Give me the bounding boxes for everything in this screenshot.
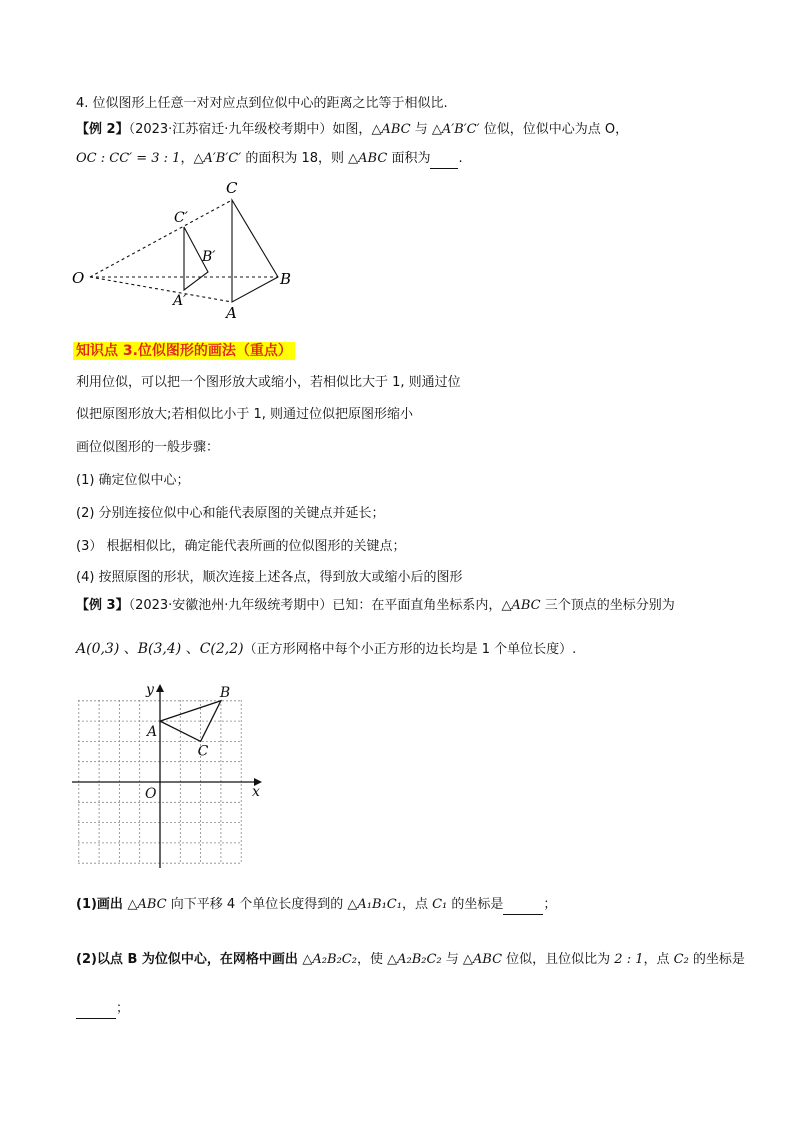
example-3-line-2 bbox=[76, 640, 576, 659]
similarity-ratio: 2 : 1 bbox=[614, 952, 644, 967]
question-2-answer-line bbox=[76, 1000, 129, 1019]
question-2-text-4: ，点 bbox=[643, 952, 674, 967]
triangle-a1b1c1: △A′B′C′ bbox=[193, 151, 242, 166]
answer-blank-c2[interactable] bbox=[76, 1000, 116, 1019]
question-2-text: ，使 bbox=[356, 952, 388, 967]
example-2-source: （2023·江苏宿迁·九年级校考期中）如图， bbox=[128, 122, 372, 137]
label-B: B bbox=[219, 684, 231, 701]
question-2 bbox=[76, 951, 745, 969]
triangle-abc: △ABC bbox=[127, 897, 167, 912]
label-A: A bbox=[147, 724, 158, 741]
point-c1: C₁ bbox=[432, 897, 448, 912]
example-3-tail: 三个顶点的坐标分别为 bbox=[540, 598, 675, 613]
question-2-text-3: 位似，且位似比为 bbox=[502, 952, 615, 967]
text-connector: ， bbox=[180, 151, 194, 166]
question-2-tail: 的坐标是 bbox=[688, 952, 745, 967]
label-A-prime: A′ bbox=[173, 293, 187, 309]
question-1-tail: 的坐标是 bbox=[447, 897, 504, 912]
label-C-prime: C′ bbox=[174, 210, 188, 226]
label-B: B bbox=[280, 270, 292, 288]
point-c: C(2,2) bbox=[199, 641, 244, 657]
label-B-prime: B′ bbox=[202, 249, 216, 265]
example-2-question-text: 面积为 bbox=[387, 151, 431, 166]
question-2-text-2: 与 bbox=[441, 952, 463, 967]
example-2-line-2 bbox=[76, 150, 463, 169]
example-3-line-1 bbox=[76, 597, 675, 615]
highlighted-heading: 知识点 3.位似图形的画法（重点） bbox=[73, 342, 295, 360]
label-A: A bbox=[226, 304, 237, 322]
separator: 、 bbox=[181, 641, 200, 657]
triangle-a1b1c1: △A′B′C′ bbox=[431, 122, 480, 137]
example-2-area-text: 的面积为 18，则 bbox=[241, 151, 349, 166]
period: . bbox=[458, 151, 463, 166]
property-line-4: 4. 位似图形上任意一对对应点到位似中心的距离之比等于相似比. bbox=[76, 96, 448, 111]
question-1-text-2: ，点 bbox=[401, 897, 433, 912]
text-connector: 与 bbox=[410, 122, 432, 137]
ratio-expression: OC : CC′ = 3 : 1 bbox=[76, 151, 181, 166]
example-3-tag: 【例 3】 bbox=[76, 598, 129, 613]
origin-label: O bbox=[145, 786, 157, 802]
separator: 、 bbox=[119, 641, 138, 657]
answer-blank[interactable] bbox=[430, 150, 458, 169]
y-axis-arrow bbox=[156, 684, 164, 692]
step-3: (3） 根据相似比，确定能代表所画的位似图形的关键点； bbox=[76, 539, 406, 554]
point-c2: C₂ bbox=[673, 952, 689, 967]
example-2-tag: 【例 2】 bbox=[76, 122, 129, 137]
y-axis-label: y bbox=[146, 682, 154, 698]
example-2-center-text: 位似，位似中心为点 O， bbox=[479, 122, 629, 137]
step-1: (1) 确定位似中心； bbox=[76, 473, 190, 488]
triangle-a1b1c1: △A₁B₁C₁ bbox=[347, 897, 402, 912]
point-a: A(0,3) bbox=[76, 641, 120, 657]
question-1 bbox=[76, 896, 556, 915]
step-2: (2) 分别连接位似中心和能代表原图的关键点并延长； bbox=[76, 506, 385, 521]
x-axis-label: x bbox=[252, 784, 260, 800]
coordinate-grid-figure bbox=[60, 680, 275, 880]
triangle-abc: △ABC bbox=[462, 952, 503, 967]
semicolon: ； bbox=[116, 1001, 130, 1016]
example-2-line-1 bbox=[76, 121, 628, 139]
label-O: O bbox=[72, 269, 85, 287]
triangle-a2b2c2: △A₂B₂C₂ bbox=[302, 952, 357, 967]
grid-note: （正方形网格中每个小正方形的边长均是 1 个单位长度）. bbox=[243, 642, 577, 657]
example-3-source: （2023·安徽池州·九年级统考期中）已知：在平面直角坐标系内， bbox=[128, 598, 502, 613]
steps-intro: 画位似图形的一般步骤： bbox=[76, 440, 220, 455]
paragraph-line-1: 利用位似，可以把一个图形放大或缩小，若相似比大于 1, 则通过位 bbox=[76, 375, 461, 390]
point-b: B(3,4) bbox=[137, 641, 182, 657]
homothety-figure bbox=[60, 175, 310, 325]
paragraph-line-2: 似把原图形放大;若相似比小于 1, 则通过位似把原图形缩小 bbox=[76, 407, 414, 422]
triangle-a2b2c2: △A₂B₂C₂ bbox=[387, 952, 442, 967]
step-4: (4) 按照原图的形状，顺次连接上述各点，得到放大或缩小后的图形 bbox=[76, 570, 463, 585]
triangle-abc: △ABC bbox=[371, 122, 411, 137]
question-2-prefix: (2)以点 B 为位似中心，在网格中画出 bbox=[76, 952, 303, 967]
answer-blank-c1[interactable] bbox=[503, 896, 543, 915]
question-1-text: 向下平移 4 个单位长度得到的 bbox=[166, 897, 348, 912]
label-C: C bbox=[226, 179, 238, 197]
triangle-abc: △ABC bbox=[348, 151, 388, 166]
triangle-abc: △ABC bbox=[501, 598, 541, 613]
question-1-prefix: (1)画出 bbox=[76, 897, 128, 912]
label-C: C bbox=[197, 743, 209, 760]
semicolon: ； bbox=[543, 897, 557, 912]
knowledge-point-3-heading bbox=[73, 342, 295, 361]
